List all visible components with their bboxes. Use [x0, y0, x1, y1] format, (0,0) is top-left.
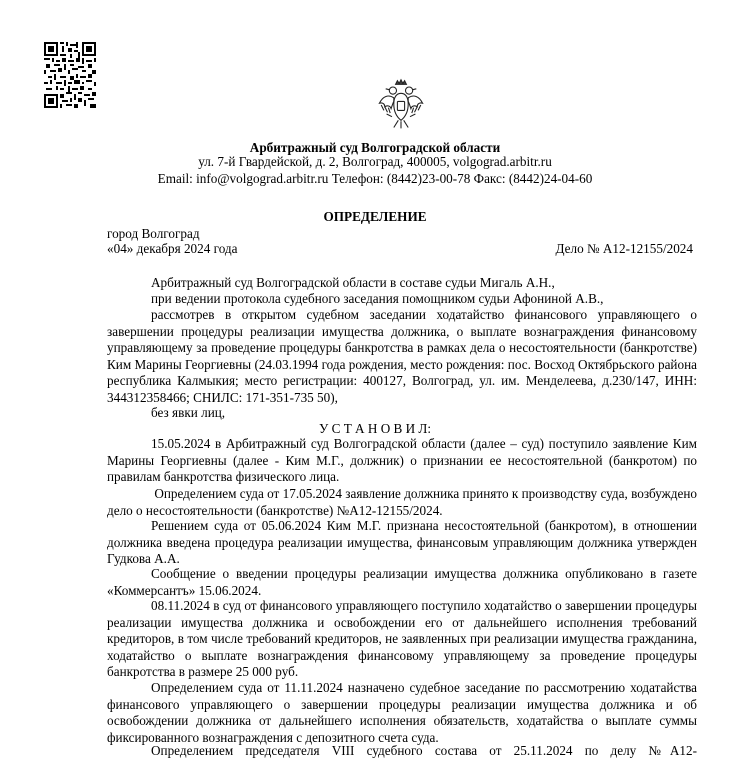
paragraph-no-attendance: без явки лиц, — [151, 405, 226, 420]
case-number: Дело № А12-12155/2024 — [555, 241, 693, 256]
court-address: ул. 7-й Гвардейской, д. 2, Волгоград, 400005, volgograd.arbitr.ru — [198, 154, 552, 169]
paragraph-protocol: при ведении протокола судебного заседания помощником судьи Афониной А.В., — [151, 291, 604, 306]
paragraph-application: 15.05.2024 в Арбитражный суд Волгоградской области (далее – суд) поступило заявление Ким Марины Георгиевны (далее - Ким М.Г., должник) о признании ее несостоятельной (банкротом) по правилам банкротства физического лица. — [107, 436, 697, 485]
city: город Волгоград — [107, 226, 200, 241]
paragraph-acceptance: Определением суда от 17.05.2024 заявление должника принято к производству суда, возбуждено дело о несостоятельности (банкротстве) №А12-12155/2024. — [107, 486, 697, 518]
established-heading: У С Т А Н О В И Л: — [318, 421, 432, 436]
paragraph-petition: 08.11.2024 в суд от финансового управляющего поступило ходатайство о завершении процедуры реализации имущества должника и освобождении его от дальнейшего исполнения требований кредиторов, в том числе требований кредиторов, не заявленных при реализации имущества гражданина, ходатайство о выплате вознаграждения финансовому управляющему за проведение процедуры банкротства в размере 25 000 руб. — [107, 598, 697, 680]
paragraph-publication: Сообщение о введении процедуры реализации имущества должника опубликовано в газете «Коммерсантъ» 15.06.2024. — [107, 566, 697, 598]
document-date: «04» декабря 2024 года — [107, 241, 238, 256]
paragraph-considering: рассмотрев в открытом судебном заседании ходатайство финансового управляющего о завершении процедуры реализации имущества должника, о выплате вознаграждения финансовому управляющему за проведение процедуры банкротства в рамках дела о несостоятельности (банкротстве) Ким Марины Георгиевны (24.03.1994 года рождения, место рождения: пос. Восход Октябрьского района республика Калмыкия; место регистрации: 400127, Волгоград, ул. им. Менделеева, д.230/147, ИНН: 344312358466; СНИЛС: 171-351-735 50), — [107, 307, 697, 405]
paragraph-composition: Арбитражный суд Волгоградской области в составе судьи Мигаль А.Н., — [151, 275, 555, 290]
document-title: ОПРЕДЕЛЕНИЕ — [323, 209, 427, 224]
court-contacts: Email: info@volgograd.arbitr.ru Телефон: (8442)23-00-78 Факс: (8442)24-04-60 — [157, 171, 593, 186]
russian-coat-of-arms-icon — [374, 78, 428, 132]
paragraph-chairman: Определением председателя VIII судебного состава от 25.11.2024 по делу №А12- — [151, 743, 697, 758]
qr-code-icon — [44, 42, 96, 108]
paragraph-hearing: Определением суда от 11.11.2024 назначено судебное заседание по рассмотрению ходатайства финансового управляющего о завершении процедуры реализации имущества должника и об освобождении должника от дальнейшего исполнения обязательств, ходатайства о выплате суммы фиксированного вознаграждения с депозитного счета суда. — [107, 680, 697, 745]
paragraph-decision: Решением суда от 05.06.2024 Ким М.Г. признана несостоятельной (банкротом), в отношении должника введена процедура реализации имущества, финансовым управляющим должника утвержден Гудкова А.А. — [107, 518, 697, 567]
court-name: Арбитражный суд Волгоградской области — [249, 140, 501, 155]
